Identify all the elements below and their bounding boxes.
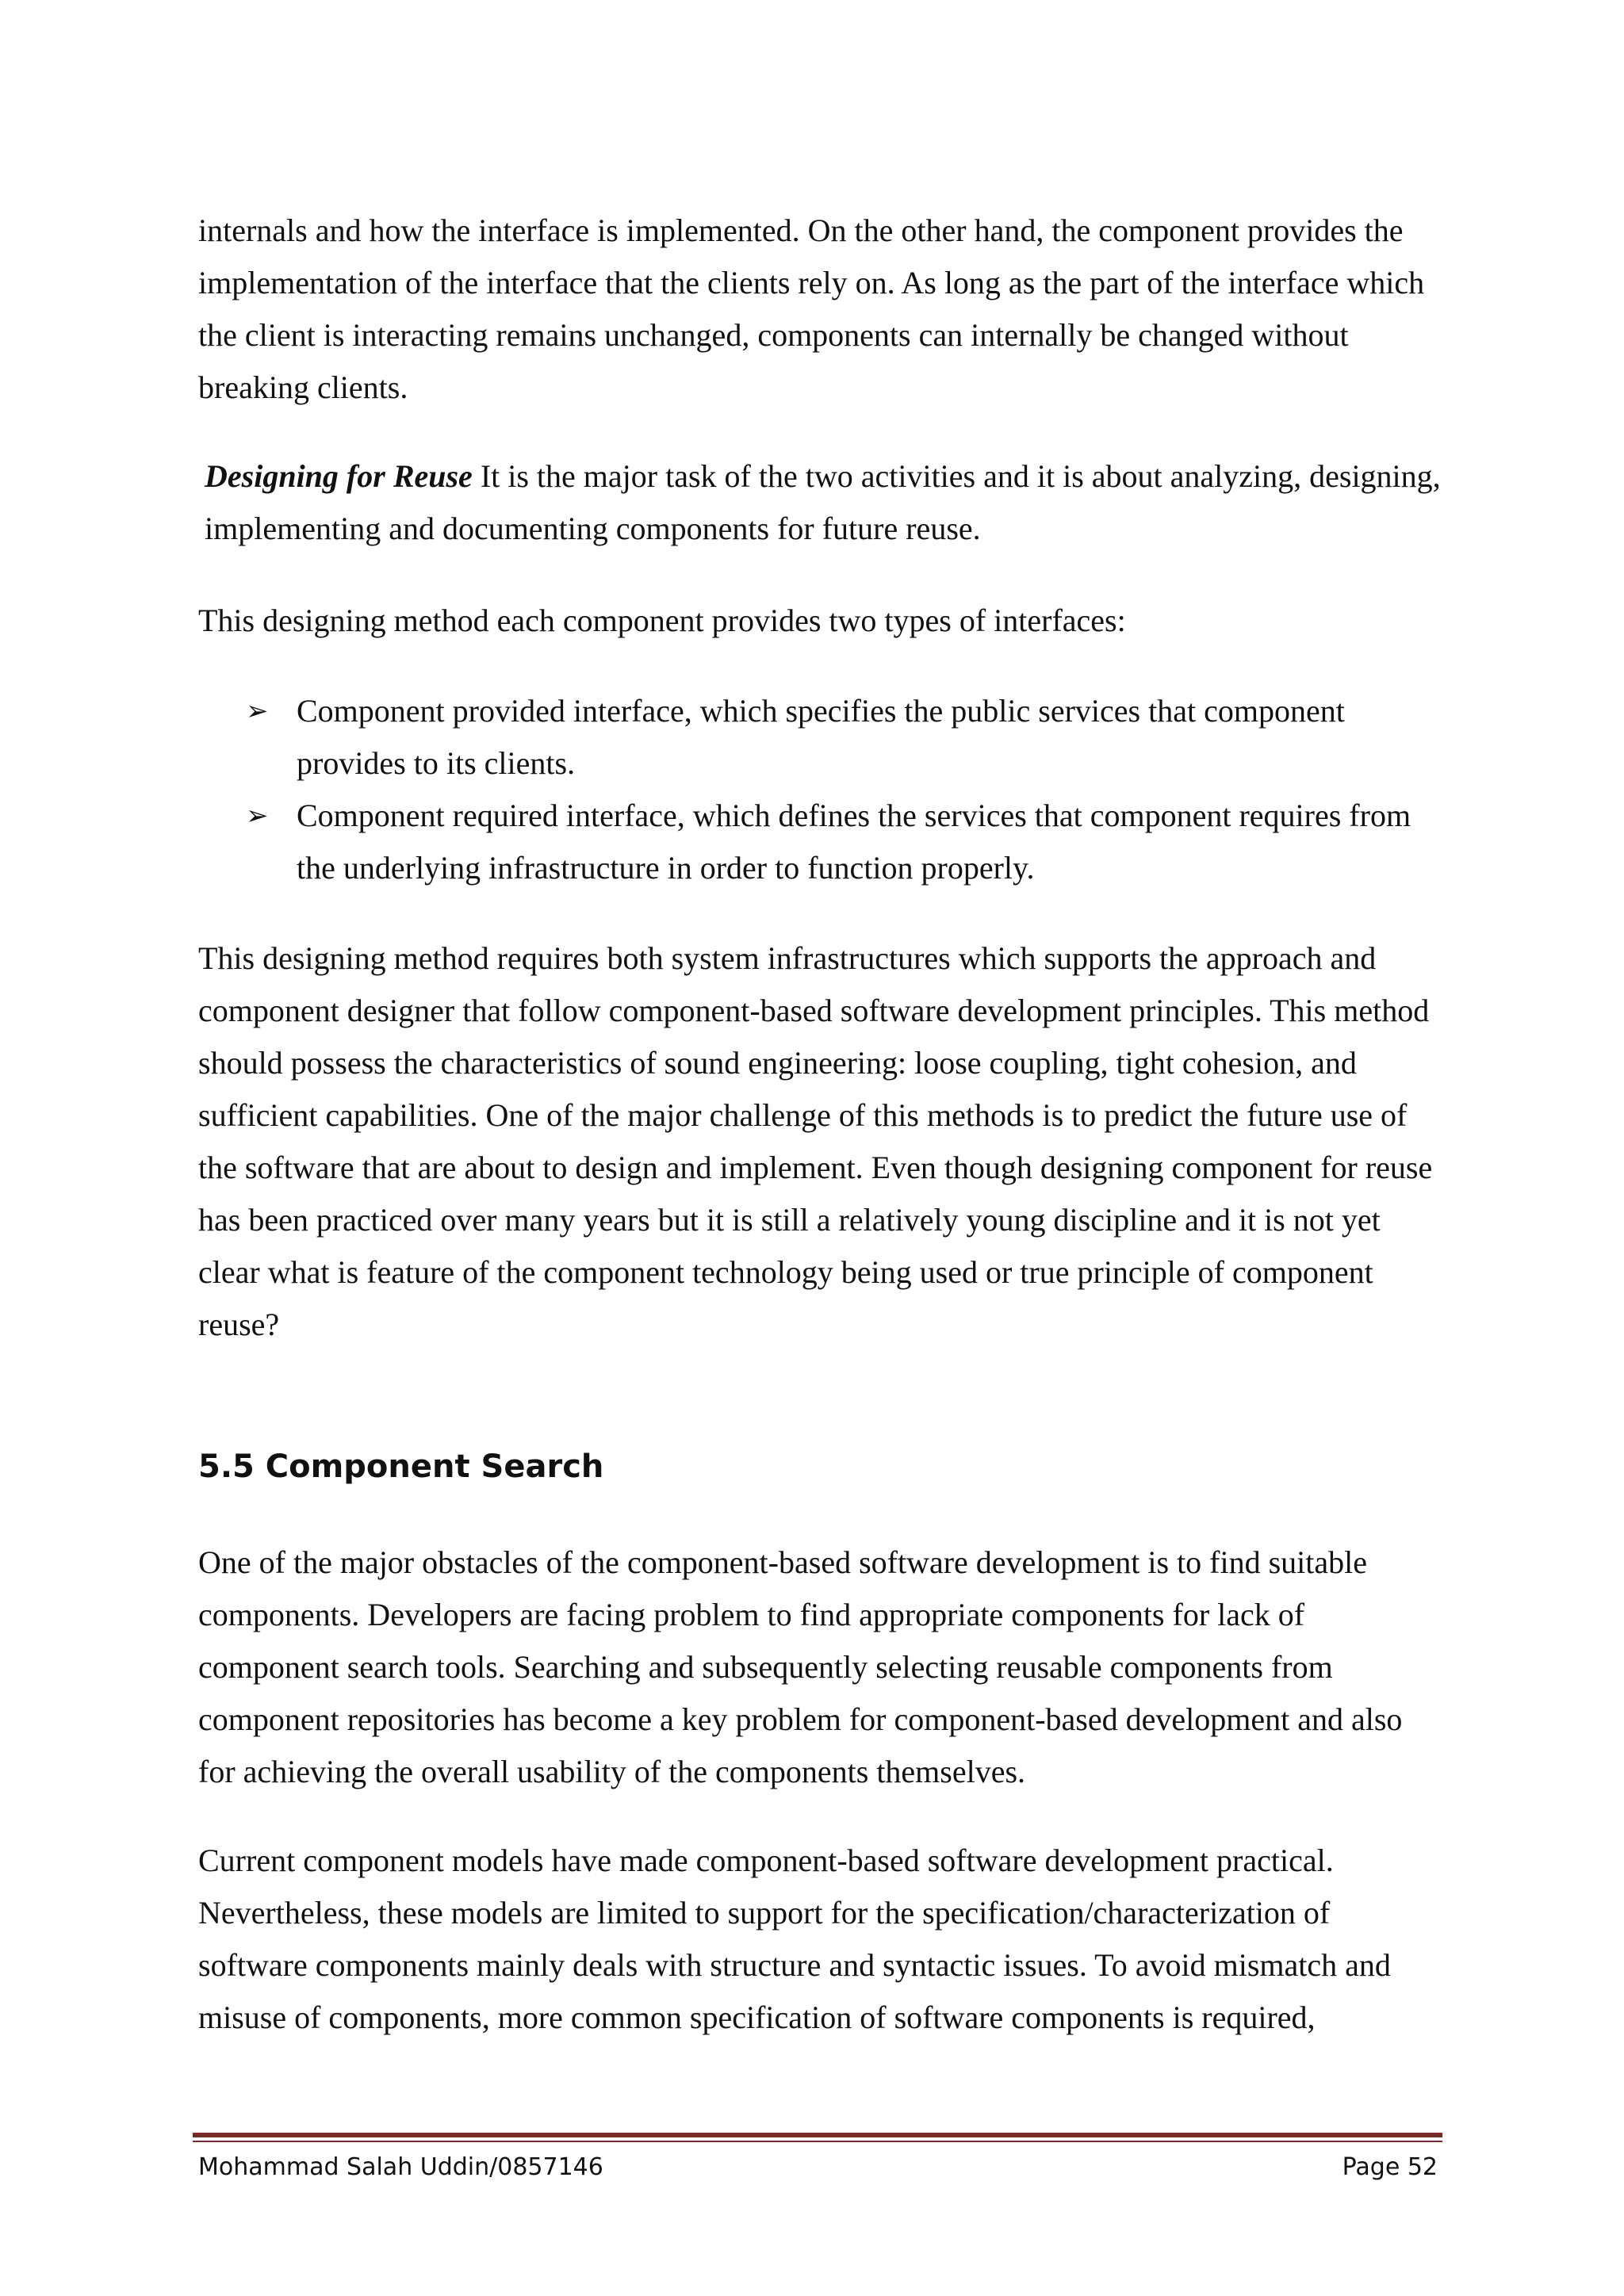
- paragraph-designing-for-reuse: [205, 450, 1442, 555]
- arrowhead-bullet-icon: ➢: [246, 800, 269, 832]
- page-number: Page 52: [1342, 2153, 1438, 2181]
- footer-author: Mohammad Salah Uddin/0857146: [198, 2153, 603, 2181]
- paragraph-component-models: Current component models have made component-based software development practical. Nevertheless, these models are limited to support for the specification/characterization of software components mainly deals with structure and syntactic issues. To avoid mismatch and misuse of components, more common specification of software components is required,: [198, 1843, 1391, 2035]
- paragraph-interface-types-intro: This designing method each component provides two types of interfaces:: [198, 603, 1126, 638]
- list-item: [246, 685, 1435, 790]
- list-item: [246, 790, 1435, 894]
- list-item-text: Component required interface, which defines the services that component requires from the underlying infrastructure in order to function properly.: [297, 798, 1411, 886]
- paragraph-design-method-requirements: This designing method requires both system infrastructures which supports the approach and component designer that follow component-based software development principles. This method should possess the characteristics of sound engineering: loose coupling, tight cohesion, and sufficient capabilities. One of the major challenge of this methods is to predict the future use of the software that are about to design and implement. Even though designing component for reuse has been practiced over many years but it is still a relatively young discipline and it is not yet clear what is feature of the component technology being used or true principle of component reuse?: [198, 940, 1433, 1342]
- section-heading: 5.5 Component Search: [198, 1448, 604, 1485]
- designing-for-reuse-text: It is the major task of the two activities and it is about analyzing, designing, implementing and documenting components for future reuse.: [205, 458, 1441, 546]
- paragraph-interface-internals: internals and how the interface is implemented. On the other hand, the component provides the implementation of the interface that the clients rely on. As long as the part of the interface which the client is interacting remains unchanged, components can internally be changed without breaking clients.: [198, 212, 1425, 405]
- footer-rule: [193, 2133, 1442, 2137]
- designing-for-reuse-label: Designing for Reuse: [205, 458, 473, 494]
- list-item-text: Component provided interface, which specifies the public services that component provides to its clients.: [297, 693, 1345, 781]
- interface-types-list: [246, 685, 1435, 894]
- footer-rule-thin: [193, 2141, 1442, 2142]
- arrowhead-bullet-icon: ➢: [246, 695, 269, 727]
- paragraph-component-search-obstacles: One of the major obstacles of the component-based software development is to find suitable components. Developers are facing problem to find appropriate components for lack of component search tools. Searching and subsequently selecting reusable components from component repositories has become a key problem for component-based development and also for achieving the overall usability of the components themselves.: [198, 1544, 1403, 1789]
